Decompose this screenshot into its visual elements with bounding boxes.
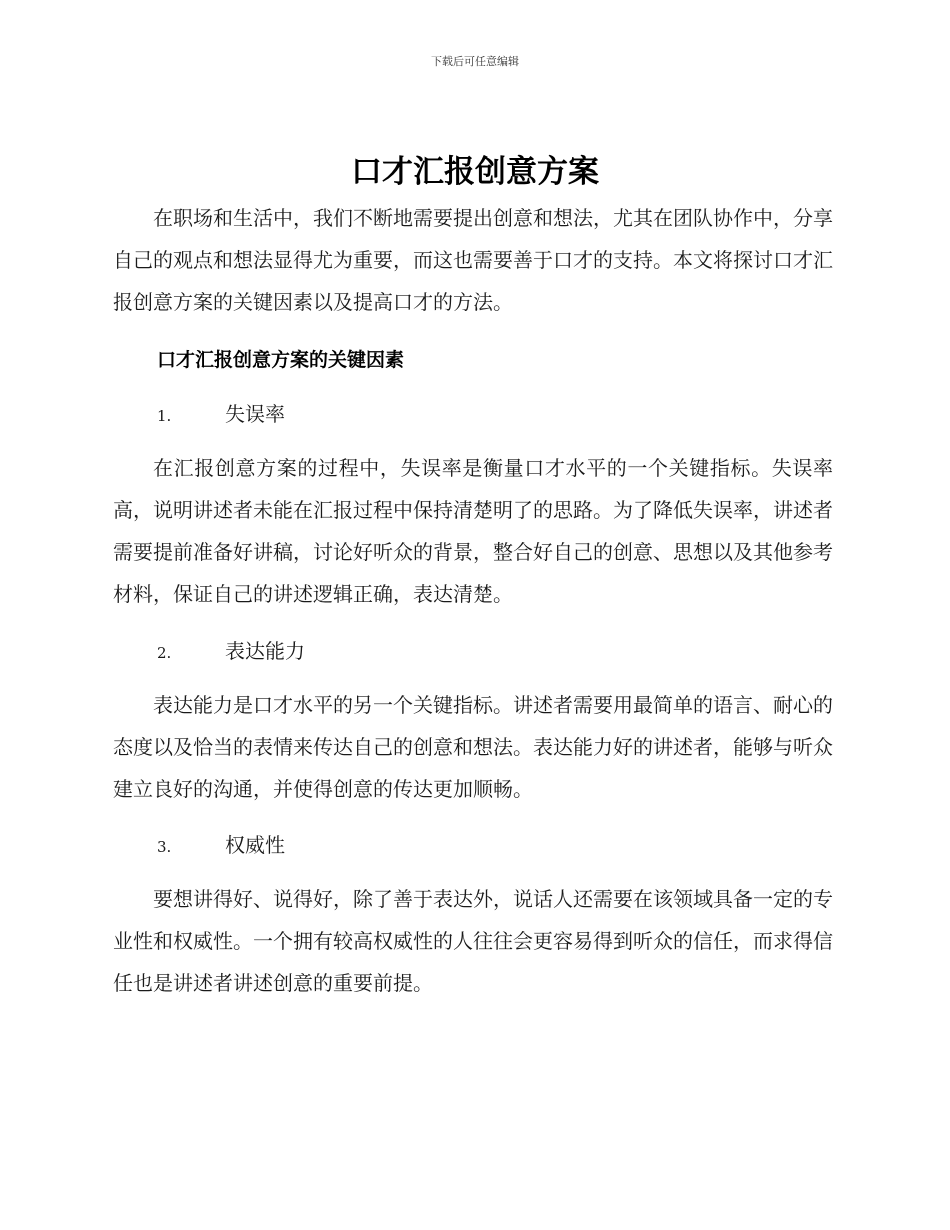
list-item-2 xyxy=(157,637,305,667)
list-item-label: 权威性 xyxy=(225,833,285,857)
list-item-3 xyxy=(157,831,285,861)
item-2-paragraph: 表达能力是口才水平的另一个关键指标。讲述者需要用最简单的语言、耐心的态度以及恰当的表情来传达自己的创意和想法。表达能力好的讲述者，能够与听众建立良好的沟通，并使得创意的传达更加顺畅。 xyxy=(113,693,833,801)
list-item-1 xyxy=(157,400,285,430)
item-3-paragraph: 要想讲得好、说得好，除了善于表达外，说话人还需要在该领域具备一定的专业性和权威性。一个拥有较高权威性的人往往会更容易得到听众的信任，而求得信任也是讲述者讲述创意的重要前提。 xyxy=(113,887,833,995)
list-item-number: 3. xyxy=(157,838,172,856)
list-item-label: 失误率 xyxy=(225,402,285,426)
item-1-paragraph: 在汇报创意方案的过程中，失误率是衡量口才水平的一个关键指标。失误率高，说明讲述者未能在汇报过程中保持清楚明了的思路。为了降低失误率，讲述者需要提前准备好讲稿，讨论好听众的背景，整合好自己的创意、思想以及其他参考材料，保证自己的讲述逻辑正确，表达清楚。 xyxy=(113,456,833,606)
section-heading: 口才汇报创意方案的关键因素 xyxy=(157,349,405,371)
document-title: 口才汇报创意方案 xyxy=(351,154,599,190)
header-note: 下载后可任意编辑 xyxy=(431,55,519,68)
list-item-number: 1. xyxy=(157,407,172,425)
list-item-label: 表达能力 xyxy=(225,639,305,663)
intro-paragraph: 在职场和生活中，我们不断地需要提出创意和想法，尤其在团队协作中，分享自己的观点和想法显得尤为重要，而这也需要善于口才的支持。本文将探讨口才汇报创意方案的关键因素以及提高口才的方法。 xyxy=(113,206,833,314)
list-item-number: 2. xyxy=(157,644,172,662)
